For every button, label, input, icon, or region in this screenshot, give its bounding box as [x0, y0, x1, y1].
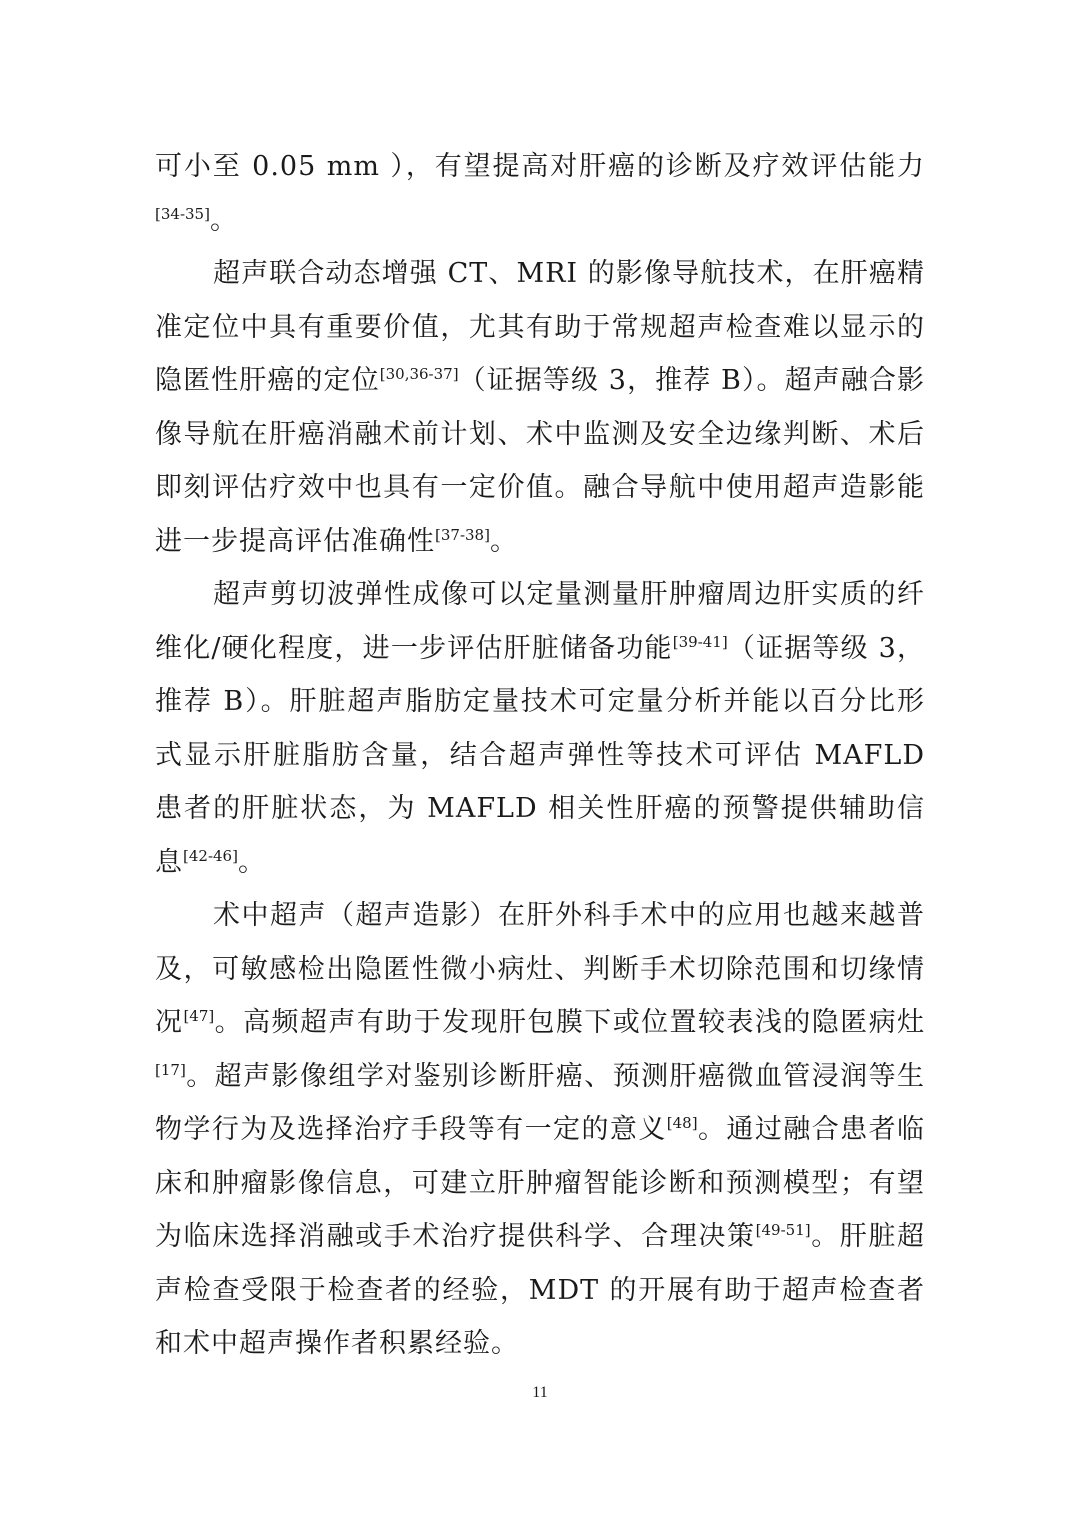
text-run: 。超声影像组学对鉴别诊断肝癌、预测肝癌微血管浸润等生物学行为及选择治疗手段等有一定的意义 [155, 1060, 925, 1145]
citation-ref: [17] [155, 1060, 186, 1079]
text-run: 。通过融合患者临床和肿瘤影像信息，可建立肝肿瘤智能诊断和预测模型；有望为临床选择消融或手术治疗提供科学、合理决策 [155, 1114, 926, 1252]
text-run: 。高频超声有助于发现肝包膜下或位置较表浅的隐匿病灶 [214, 1007, 926, 1038]
text-run: 。 [237, 846, 266, 878]
citation-ref: [30,36-37] [379, 365, 459, 383]
citation-ref: [48] [666, 1114, 698, 1132]
citation-ref: [39-41] [672, 632, 728, 651]
paragraph-4 [155, 889, 925, 1371]
citation-ref: [34-35] [155, 204, 210, 223]
text-run: 可小至 0.05 mm ），有望提高对肝癌的诊断及疗效评估能力 [155, 151, 925, 182]
citation-ref: [47] [183, 1007, 215, 1025]
text-run: （证据等级 3，推荐 B）。肝脏超声脂肪定量技术可定量分析并能以百分比形式显示肝脏脂肪含量，结合超声弹性等技术可评估 MAFLD 患者的肝脏状态，为 MAFLD 相关性肝癌的预警提供辅助信息 [155, 632, 925, 878]
text-run: 。 [209, 204, 238, 236]
paragraph-3 [155, 568, 925, 889]
citation-ref: [37-38] [435, 525, 490, 544]
body-text [155, 140, 925, 1371]
text-run: 术中超声（超声造影）在肝外科手术中的应用也越来越普及，可敏感检出隐匿性微小病灶、判断手术切除范围和切缘情况 [155, 900, 925, 1038]
text-run: 超声联合动态增强 CT、MRI 的影像导航技术，在肝癌精准定位中具有重要价值，尤其有助于常规超声检查难以显示的隐匿性肝癌的定位 [155, 258, 925, 396]
text-run: 。 [489, 525, 518, 557]
page-number: 11 [532, 1384, 548, 1401]
text-run: 超声剪切波弹性成像可以定量测量肝肿瘤周边肝实质的纤维化/硬化程度，进一步评估肝脏储备功能 [155, 579, 925, 664]
text-run: 。肝脏超声检查受限于检查者的经验，MDT 的开展有助于超声检查者和术中超声操作者积累经验。 [155, 1221, 926, 1359]
citation-ref: [49-51] [755, 1221, 811, 1239]
text-run: （证据等级 3，推荐 B）。超声融合影像导航在肝癌消融术前计划、术中监测及安全边缘判断、术后即刻评估疗效中也具有一定价值。融合导航中使用超声造影能进一步提高评估准确性 [155, 365, 926, 557]
paragraph-2 [155, 247, 925, 568]
citation-ref: [42-46] [183, 846, 238, 865]
paragraph-1 [155, 140, 925, 247]
